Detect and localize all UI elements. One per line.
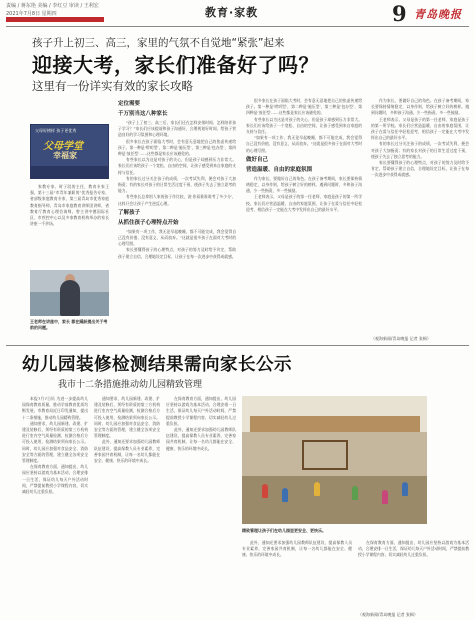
section2-subtitle: 从抓住孩子心理特点开始 <box>118 219 179 226</box>
article2-paragraph: 本报7月7日讯 为进一步提高幼儿园保育教育质量，推动学前教育优质均衡发展，市教育局近日印发通知，提出十二条措施，推动幼儿园精致管理。 <box>22 396 88 420</box>
article2-paragraph: 通知要求，幼儿园新建、改建、扩建及装修后，须经有资质的第三方机构进行室内空气质量检测，检测合格后方可投入使用，检测结果须向家长公示。同时，幼儿园应加强对食品安全、消防安全等方面的管理，建立健全各项安全管理制度。 <box>94 396 160 439</box>
article2-headline: 幼儿园装修检测结果需向家长公示 <box>22 355 292 375</box>
section1-title: 定位需要 <box>118 101 141 107</box>
climbing-frame <box>302 440 348 470</box>
pavilion-roof <box>250 416 420 432</box>
article1-subhead: 这里有一份详实有效的家长攻略 <box>32 79 193 93</box>
masthead <box>0 0 475 26</box>
article1-lead-column <box>30 184 109 266</box>
article2-subhead: 我市十二条措施推动幼儿园精致管理 <box>58 380 203 390</box>
column4-paragraph: 作为家长，要做好自己的角色。在孩子备考期间，家长要保持情绪稳定，以身作则，给孩子树立好的榜样。遇到问题时，多和孩子沟通，少一些指责，多一些鼓励。 <box>371 98 469 116</box>
column3-paragraph: 有些家长以为这是对孩子的关心，但是孩子却感到压力非常大。家长们应该给孩子一个宽松、自由的空间，让孩子感受到来自家庭的支持与信任。 <box>246 116 362 135</box>
teacher-photo-caption: 王老师在讲座中，家长 都在踊跃提出关于考前的问题。 <box>30 319 108 330</box>
article2-column-5 <box>358 540 469 610</box>
column3-paragraph: “如果有一项工作，我无论早起晚睡，都不可能完成，我会觉得自己没有价值、没有意义，从而放弃。”这就是很多孩子在面对大考时的心理写照。 <box>246 135 362 153</box>
child-figure <box>352 486 358 500</box>
section3-paragraph: 作为家长，要做好自己的角色。在孩子备考期间，家长要保持情绪稳定，以身作则，给孩子树立好的榜样。遇到问题时，多和孩子沟通，少一些指责，多一些鼓励。 <box>246 175 362 194</box>
article2-paragraph: 在保育教育方面，通知提出，幼儿园应坚持以游戏为基本活动，合理安排一日生活，保证幼儿每天户外活动时间，严禁提前教授小学课程内容，切实减轻幼儿过重负担。 <box>166 396 236 426</box>
poster-title: 父母学堂 <box>43 141 83 152</box>
child-figure <box>282 488 288 502</box>
article-divider <box>6 345 469 346</box>
article2-column-3 <box>166 396 236 620</box>
article1-kicker: 孩子升上初三、高三，家里的气氛不自觉地“紧张”起来 <box>32 37 285 49</box>
page-number: 9 <box>392 1 407 26</box>
column4-paragraph: 有的家长过分关注孩子的成绩，一次考试失利，便会对孩子大加指责；有的家长对孩子的日常生活过度干预，使孩子失去了独立思考的能力。 <box>371 141 469 159</box>
section1-paragraph: 有些家长总拿别人家的孩子作比较，说‘你看谁谁谁考了多少分’，这样只会让孩子产生逆反心理。 <box>118 194 236 206</box>
issue-date: 2021年7月8日 星期四 <box>6 11 57 17</box>
column4-paragraph: 王老师表示，父母是孩子的第一任老师，家庭是孩子的第一所学校。家长们应营造温暖、自由的家庭氛围，让孩子在爱与信任中轻松迎考，相信孩子一定能在大考中发挥出自己的最好水平。 <box>371 116 469 141</box>
article2-paragraph: 通知要求，幼儿园新建、改建、扩建及装修后，须经有资质的第三方机构进行室内空气质量检测，检测合格后方可投入使用，检测结果须向家长公示。同时，幼儿园应加强对食品安全、消防安全等方面的管理，建立健全各项安全管理制度。 <box>22 420 88 464</box>
section1-paragraph: 有些家长以为这是对孩子的关心，但是孩子却感到压力非常大。家长们应该给孩子一个宽松、自由的空间，让孩子感受到来自家庭的支持与信任。 <box>118 157 236 175</box>
header-accent-bar <box>6 17 104 22</box>
poster-top-text: 父母好榜样 孩子更优秀 <box>35 128 77 133</box>
speaker-figure <box>60 280 80 316</box>
child-figure <box>382 490 388 504</box>
article1-headline: 迎接大考，家长们准备好了吗？ <box>32 53 319 77</box>
article2-paragraph: 在保育教育方面，通知提出，幼儿园应坚持以游戏为基本活动，合理安排一日生活，保证幼儿每天户外活动时间，严禁提前教授小学课程内容，切实减轻幼儿过重负担。 <box>358 540 469 558</box>
article1-column-3 <box>246 98 362 340</box>
kindergarten-photo <box>242 396 427 524</box>
section3-subtitle: 营造温暖、自由的家庭氛围 <box>246 166 313 173</box>
section1-subtitle: 千万别当这八种家长 <box>118 111 168 117</box>
article1-column-4 <box>371 98 469 333</box>
child-figure <box>402 482 408 496</box>
article2-paragraph: 在保育教育方面，通知提出，幼儿园应坚持以游戏为基本活动，合理安排一日生活，保证幼儿每天户外活动时间，严禁提前教授小学课程内容，切实减轻幼儿过重负担。 <box>22 464 88 495</box>
section2-paragraph: “如果有一项工作，我无论早起晚睡，都不可能完成，我会觉得自己没有价值、没有意义，从而放弃。”这就是很多孩子在面对大考时的心理写照。 <box>118 228 236 247</box>
section3-title: 做好自己 <box>246 156 269 163</box>
section1-paragraph: “孩子上了初三、高三后，家长们还在怎样安排时间、怎样陪伴孩子学习？”家长们应该提前和孩子沟通好，合理规划好时间，给孩子营造良好的学习氛围和心理环境。 <box>118 120 236 138</box>
article2-paragraph: 此外，通知还要求加强幼儿园教师队伍建设，提高保教人员专业素养，完善家园共育机制，让每一名幼儿都能在安全、健康、快乐的环境中成长。 <box>94 439 160 464</box>
article2-column-2 <box>94 396 160 620</box>
article2-paragraph: 此外，通知还要求加强幼儿园教师队伍建设，提高保教人员专业素养，完善家园共育机制，让每一名幼儿都能在安全、健康、快乐的环境中成长。 <box>166 427 236 451</box>
kindergarten-photo-caption: 精致管理让孩子们在幼儿园里更安全、更快乐。 <box>242 528 326 533</box>
poster-subtitle: 幸福家 <box>53 151 77 160</box>
child-figure <box>262 484 268 498</box>
article1-lead: 家教专家、时子段的主任，教育专家王强，第十三届“市青年兼职岗”优秀报告专家，省部级家庭教育专家，第三届青岛市优秀家庭教育指导师，青岛市家庭教育讲师团讲师，省教育厅教育心理咨询师。曾主讲中德国际社区、市疾控中心以及多家教育机构举办的家长讲座一千余场。 <box>30 184 109 227</box>
article2-column-4 <box>242 540 352 610</box>
section1-paragraph: 很多家长在孩子面临大考时，会有意无意地把自己的焦虑传递给孩子。第一种是‘唠叨型’，第二种是‘施压型’，第三种是‘包办型’，第四种是‘放任型’……这些都是家长应该避免的。 <box>118 138 236 157</box>
article2-byline: （观海新闻/青岛晚报 记者 张枫） <box>358 612 418 617</box>
poster-footer-band <box>31 166 108 178</box>
section2-title: 了解孩子 <box>118 209 141 216</box>
child-figure <box>314 482 320 496</box>
playground-ground <box>242 476 427 524</box>
teacher-photo <box>30 270 109 316</box>
lecture-poster-photo <box>30 124 109 179</box>
article1-column-2 <box>118 98 236 340</box>
article2-column-1 <box>22 396 88 620</box>
editor-credits: 责编 / 蒋东艳 美编 / 李红豆 审读 / 王利宏 <box>6 3 99 9</box>
newspaper-logo: 青岛晚报 <box>414 8 462 21</box>
header-divider <box>6 26 469 27</box>
column4-paragraph: 家长要懂得孩子的心理特点，对孩子的努力及时给予肯定，帮助孩子建立自信，合理地设定目标，让孩子在每一次进步中获得成就感。 <box>371 160 469 178</box>
article1-byline: （观海新闻/青岛晚报 记者 张枫） <box>371 336 431 341</box>
article2-paragraph: 此外，通知还要求加强幼儿园教师队伍建设，提高保教人员专业素养，完善家园共育机制，让每一名幼儿都能在安全、健康、快乐的环境中成长。 <box>242 540 352 558</box>
section1-paragraph: 有的家长过分关注孩子的成绩，一次考试失利，便会对孩子大加指责；有的家长对孩子的日常生活过度干预，使孩子失去了独立思考的能力。 <box>118 175 236 194</box>
column3-paragraph: 很多家长在孩子面临大考时，会有意无意地把自己的焦虑传递给孩子。第一种是‘唠叨型’，第二种是‘施压型’，第三种是‘包办型’，第四种是‘放任型’……这些都是家长应该避免的。 <box>246 98 362 116</box>
section3-paragraph: 王老师表示，父母是孩子的第一任老师，家庭是孩子的第一所学校。家长们应营造温暖、自由的家庭氛围，让孩子在爱与信任中轻松迎考，相信孩子一定能在大考中发挥出自己的最好水平。 <box>246 194 362 212</box>
section-name: 教育·家教 <box>205 6 259 19</box>
section2-paragraph: 家长要懂得孩子的心理特点，对孩子的努力及时给予肯定，帮助孩子建立自信，合理地设定目标，让孩子在每一次进步中获得成就感。 <box>118 247 236 259</box>
